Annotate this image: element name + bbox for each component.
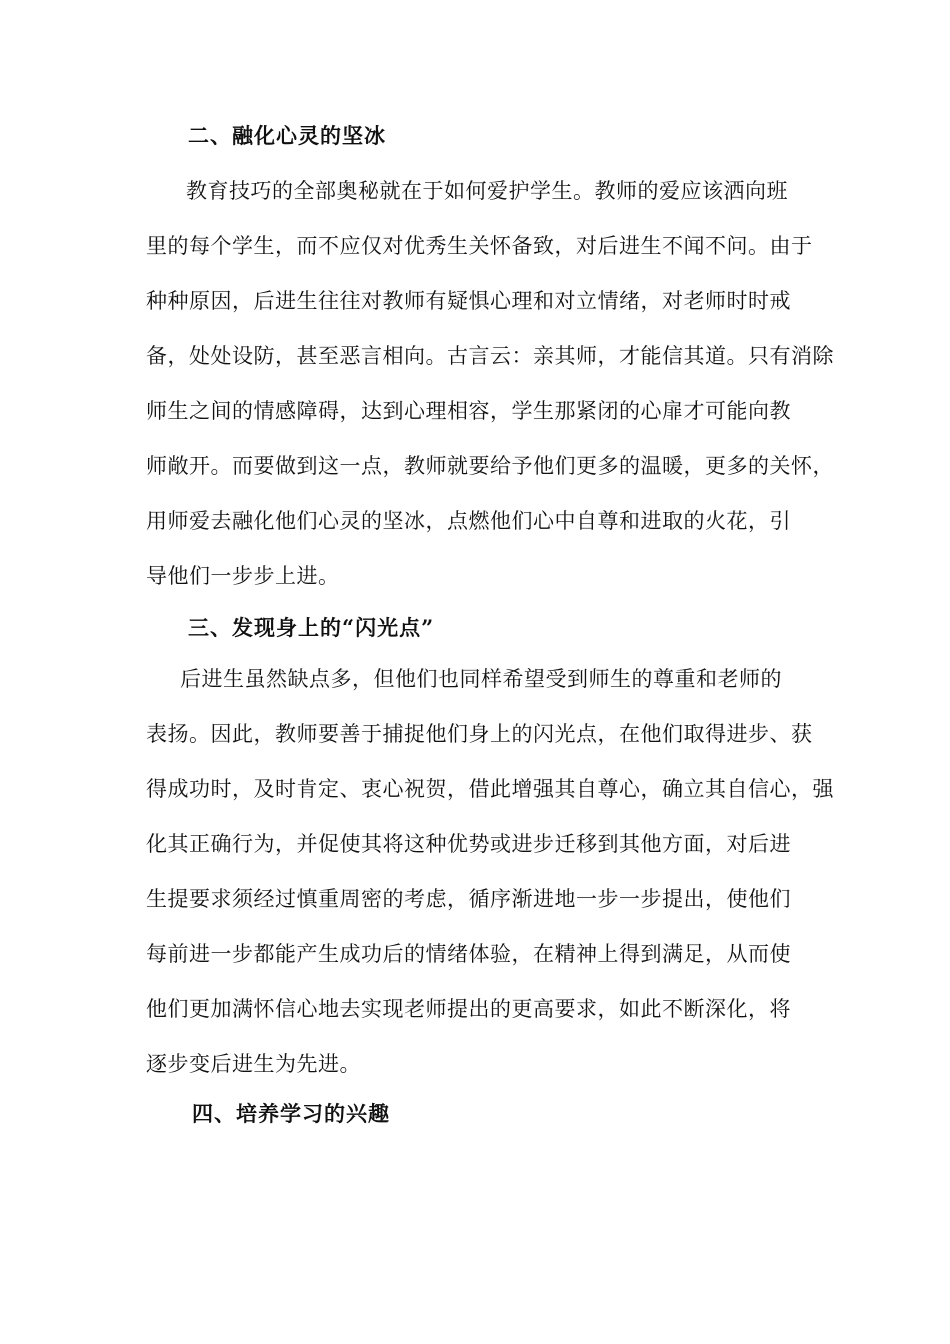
paragraph-line: 表扬。因此，教师要善于捕捉他们身上的闪光点，在他们取得进步、获: [146, 722, 813, 746]
section-heading: 三、发现身上的“闪光点”: [188, 615, 435, 640]
paragraph-line: 每前进一步都能产生成功后的情绪体验，在精神上得到满足，从而使: [146, 942, 791, 966]
paragraph-line: 导他们一步步上进。: [146, 564, 340, 588]
section-heading: 二、融化心灵的坚冰: [188, 123, 386, 148]
paragraph-line: 化其正确行为，并促使其将这种优势或进步迁移到其他方面，对后进: [146, 832, 791, 856]
section-heading: 四、培养学习的兴趣: [192, 1101, 390, 1126]
paragraph-line: 得成功时，及时肯定、衷心祝贺，借此增强其自尊心，确立其自信心，强: [146, 777, 834, 801]
paragraph-line: 师敞开。而要做到这一点，教师就要给予他们更多的温暖，更多的关怀，: [146, 454, 834, 478]
paragraph-line: 逐步变后进生为先进。: [146, 1052, 361, 1076]
paragraph-line: 生提要求须经过慎重周密的考虑，循序渐进地一步一步提出，使他们: [146, 887, 791, 911]
paragraph-line: 种种原因，后进生往往对教师有疑惧心理和对立情绪，对老师时时戒: [146, 289, 791, 313]
paragraph-line: 教育技巧的全部奥秘就在于如何爱护学生。教师的爱应该洒向班: [186, 179, 788, 203]
paragraph-line: 后进生虽然缺点多，但他们也同样希望受到师生的尊重和老师的: [180, 667, 782, 691]
paragraph-line: 他们更加满怀信心地去实现老师提出的更高要求，如此不断深化，将: [146, 997, 791, 1021]
paragraph-line: 备，处处设防，甚至恶言相向。古言云：亲其师，才能信其道。只有消除: [146, 344, 834, 368]
paragraph-line: 师生之间的情感障碍，达到心理相容，学生那紧闭的心扉才可能向教: [146, 399, 791, 423]
paragraph-line: 用师爱去融化他们心灵的坚冰，点燃他们心中自尊和进取的火花，引: [146, 509, 791, 533]
paragraph-line: 里的每个学生，而不应仅对优秀生关怀备致，对后进生不闻不问。由于: [146, 234, 813, 258]
